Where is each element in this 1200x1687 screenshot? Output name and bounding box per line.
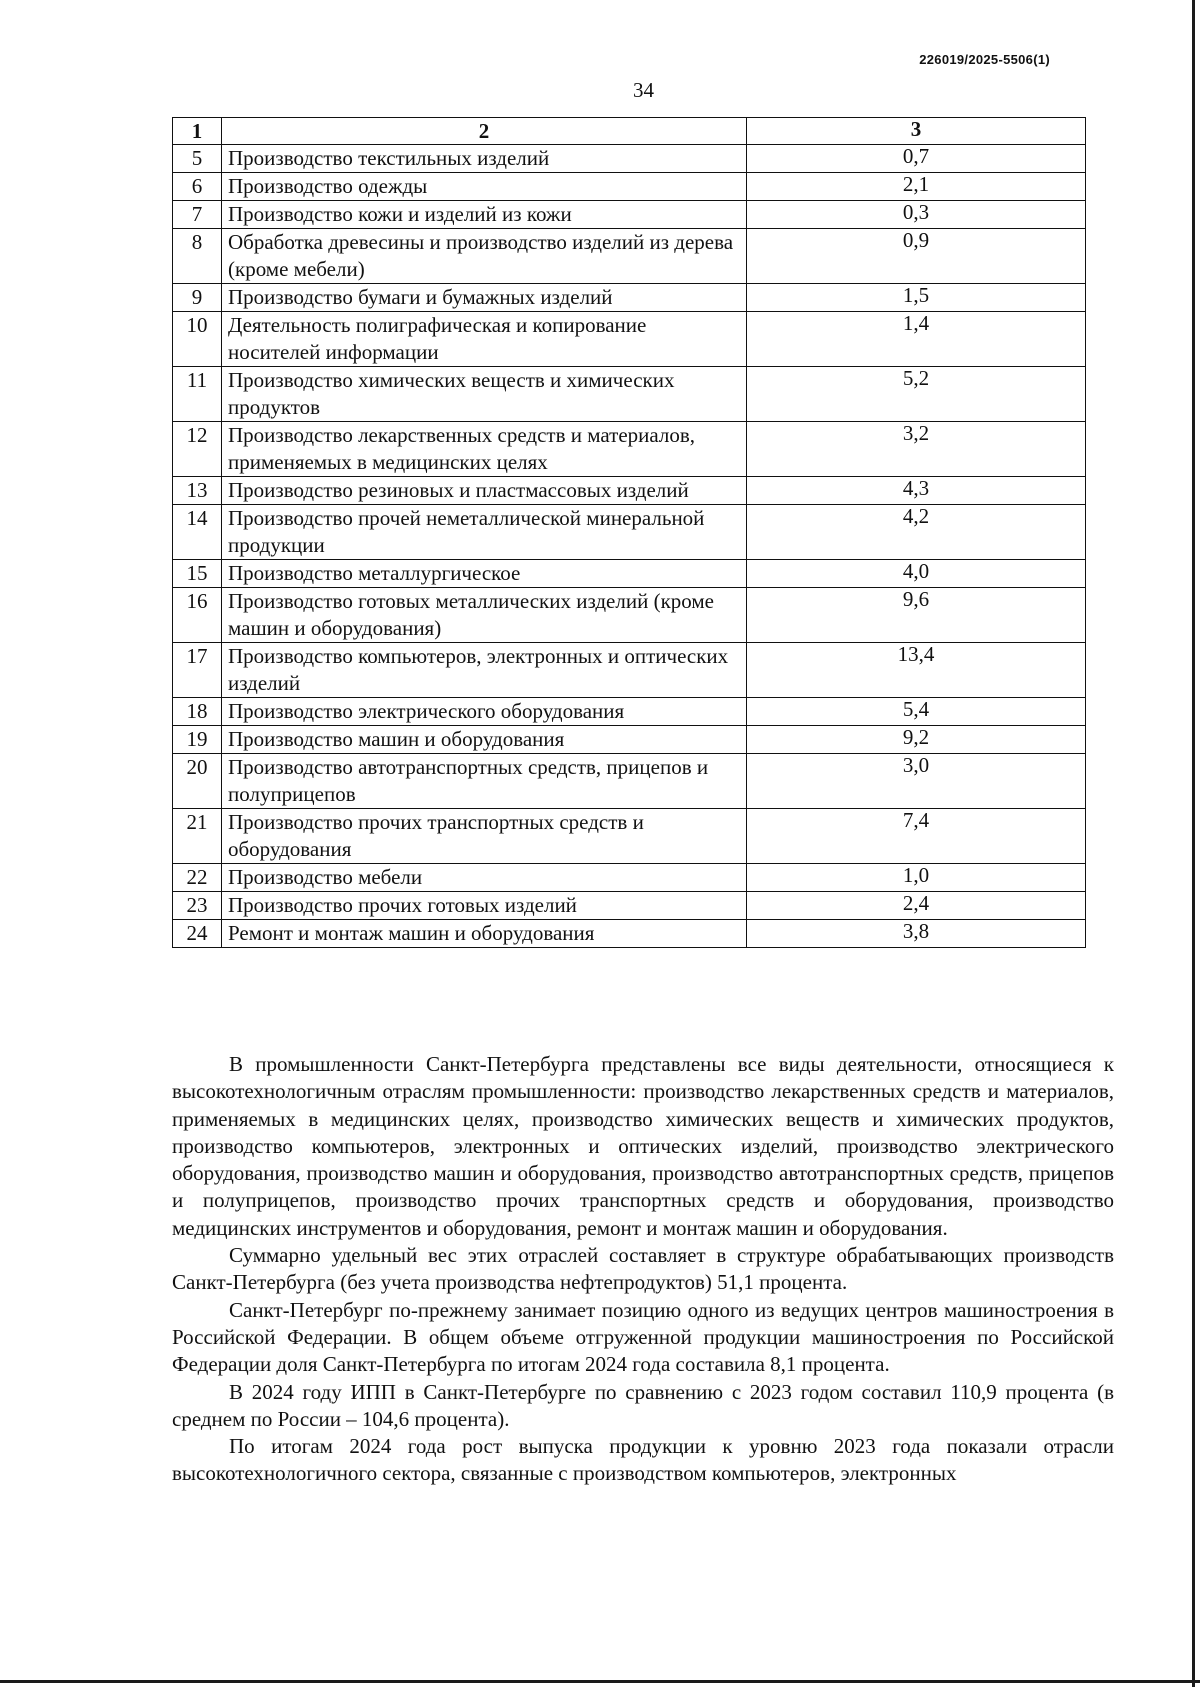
row-value: 0,9 [747, 229, 1086, 284]
table-header-row [173, 118, 1086, 145]
row-value: 3,0 [747, 754, 1086, 809]
table-row [173, 754, 1086, 809]
table-row [173, 643, 1086, 698]
row-name: Производство автотранспортных средств, прицепов и полуприцепов [222, 754, 747, 809]
table-row [173, 229, 1086, 284]
table-row [173, 505, 1086, 560]
row-value: 1,4 [747, 312, 1086, 367]
row-number: 10 [173, 312, 222, 367]
row-value: 0,7 [747, 145, 1086, 173]
row-number: 21 [173, 809, 222, 864]
row-number: 18 [173, 698, 222, 726]
row-value: 3,8 [747, 920, 1086, 948]
row-number: 20 [173, 754, 222, 809]
table-row [173, 173, 1086, 201]
paragraph: Суммарно удельный вес этих отраслей составляет в структуре обрабатывающих производств Санкт-Петербурга (без учета производства нефтепродуктов) 51,1 процента. [172, 1243, 1114, 1295]
table-row [173, 477, 1086, 505]
row-name: Производство прочих транспортных средств и оборудования [222, 809, 747, 864]
row-number: 13 [173, 477, 222, 505]
table-row [173, 892, 1086, 920]
row-value: 1,0 [747, 864, 1086, 892]
row-number: 8 [173, 229, 222, 284]
row-name: Производство машин и оборудования [222, 726, 747, 754]
table-row [173, 864, 1086, 892]
row-name: Производство кожи и изделий из кожи [222, 201, 747, 229]
row-value: 4,3 [747, 477, 1086, 505]
row-number: 19 [173, 726, 222, 754]
document-id: 226019/2025-5506(1) [919, 52, 1050, 67]
paragraph: В 2024 году ИПП в Санкт-Петербурге по сравнению с 2023 годом составил 110,9 процента (в среднем по России – 104,6 процента). [172, 1379, 1114, 1431]
row-number: 17 [173, 643, 222, 698]
row-number: 16 [173, 588, 222, 643]
row-name: Производство компьютеров, электронных и оптических изделий [222, 643, 747, 698]
table-body [173, 145, 1086, 948]
table-row [173, 422, 1086, 477]
row-value: 1,5 [747, 284, 1086, 312]
row-name: Производство мебели [222, 864, 747, 892]
row-number: 24 [173, 920, 222, 948]
row-value: 3,2 [747, 422, 1086, 477]
row-name: Производство резиновых и пластмассовых изделий [222, 477, 747, 505]
row-value: 2,1 [747, 173, 1086, 201]
table-row [173, 560, 1086, 588]
row-name: Деятельность полиграфическая и копирование носителей информации [222, 312, 747, 367]
row-value: 2,4 [747, 892, 1086, 920]
row-name: Производство одежды [222, 173, 747, 201]
row-name: Производство бумаги и бумажных изделий [222, 284, 747, 312]
row-number: 5 [173, 145, 222, 173]
row-number: 9 [173, 284, 222, 312]
paragraph: По итогам 2024 года рост выпуска продукции к уровню 2023 года показали отрасли высокотехнологичного сектора, связанные с производством компьютеров, электронных [172, 1434, 1114, 1486]
row-number: 14 [173, 505, 222, 560]
row-name: Обработка древесины и производство изделий из дерева (кроме мебели) [222, 229, 747, 284]
table-row [173, 284, 1086, 312]
column-header: 1 [173, 118, 222, 145]
row-number: 15 [173, 560, 222, 588]
page-number: 34 [633, 78, 654, 102]
table-row [173, 367, 1086, 422]
table-row [173, 809, 1086, 864]
table-row [173, 698, 1086, 726]
table-row [173, 920, 1086, 948]
row-name: Производство химических веществ и химических продуктов [222, 367, 747, 422]
table-row [173, 726, 1086, 754]
row-number: 23 [173, 892, 222, 920]
row-value: 5,4 [747, 698, 1086, 726]
row-name: Производство электрического оборудования [222, 698, 747, 726]
row-name: Производство металлургическое [222, 560, 747, 588]
row-name: Производство готовых металлических изделий (кроме машин и оборудования) [222, 588, 747, 643]
row-value: 7,4 [747, 809, 1086, 864]
row-value: 4,2 [747, 505, 1086, 560]
row-number: 6 [173, 173, 222, 201]
row-value: 5,2 [747, 367, 1086, 422]
scan-edge-right [1192, 0, 1195, 1687]
column-header: 2 [222, 118, 747, 145]
row-name: Производство прочих готовых изделий [222, 892, 747, 920]
row-name: Производство текстильных изделий [222, 145, 747, 173]
row-name: Производство прочей неметаллической минеральной продукции [222, 505, 747, 560]
row-number: 12 [173, 422, 222, 477]
row-value: 9,6 [747, 588, 1086, 643]
table-row [173, 201, 1086, 229]
row-number: 11 [173, 367, 222, 422]
row-value: 9,2 [747, 726, 1086, 754]
body-text [172, 1051, 1114, 1488]
scan-edge-bottom [0, 1680, 1200, 1683]
row-number: 22 [173, 864, 222, 892]
paragraph: Санкт-Петербург по-прежнему занимает позицию одного из ведущих центров машиностроения в Российской Федерации. В общем объеме отгруженной продукции машиностроения по Российской Федерации доля Санкт-Петербурга по итогам 2024 года составила 8,1 процента. [172, 1297, 1114, 1377]
industry-share-table [172, 117, 1086, 948]
column-header: 3 [747, 118, 1086, 145]
row-value: 0,3 [747, 201, 1086, 229]
row-number: 7 [173, 201, 222, 229]
row-name: Производство лекарственных средств и материалов, применяемых в медицинских целях [222, 422, 747, 477]
row-name: Ремонт и монтаж машин и оборудования [222, 920, 747, 948]
row-value: 4,0 [747, 560, 1086, 588]
row-value: 13,4 [747, 643, 1086, 698]
table-row [173, 312, 1086, 367]
table-row [173, 588, 1086, 643]
paragraph: В промышленности Санкт-Петербурга представлены все виды деятельности, относящиеся к высокотехнологичным отраслям промышленности: производство лекарственных средств и материалов, применяемых в медицинских целях, производство химических веществ и химических продуктов, производство компьютеров, электронных и оптических изделий, производство электрического оборудования, производство машин и оборудования, производство автотранспортных средств, прицепов и полуприцепов, производство прочих транспортных средств и оборудования, производство медицинских инструментов и оборудования, ремонт и монтаж машин и оборудования. [172, 1052, 1114, 1240]
table-row [173, 145, 1086, 173]
